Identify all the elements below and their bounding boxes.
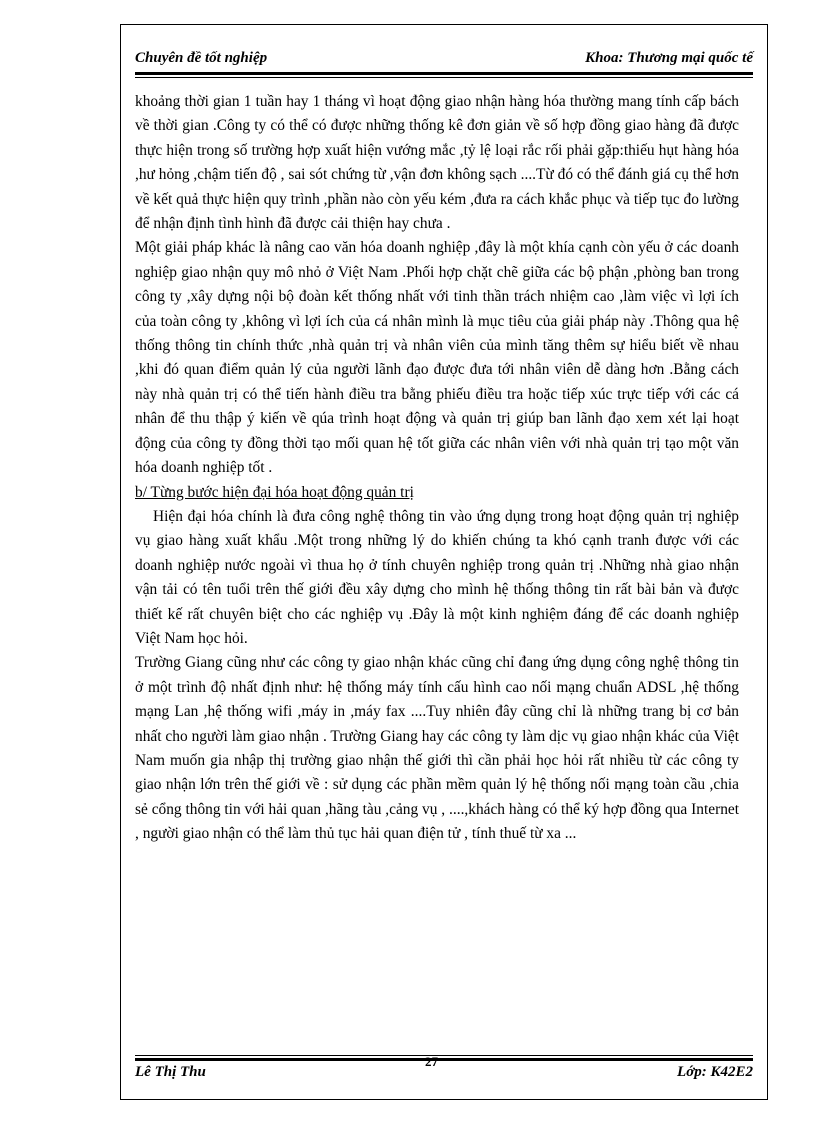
paragraph: Trường Giang cũng như các công ty giao nhận khác cũng chỉ đang ứng dụng công nghệ thông tin ở một trình độ nhất định như: hệ thống máy tính cấu hình cao nối mạng chuẩn ADSL ,hệ thống mạng Lan ,hệ thống wifi ,máy in ,máy fax ....Tuy nhiên đây cũng chỉ là những trang bị cơ bản nhất cho người làm giao nhận . Trường Giang hay các công ty làm dịc vụ giao nhận khác của Việt Nam muốn gia nhập thị trường giao nhận thế giới thì cần phải học hỏi rất nhiều từ các công ty giao nhận lớn trên thế giới về : sử dụng các phần mềm quản lý hệ thống nối mạng toàn cầu ,chia sẻ cổng thông tin với hải quan ,hãng tàu ,cảng vụ , ....,khách hàng có thể ký hợp đồng qua Internet , người giao nhận có thể làm thủ tục hải quan điện tử , tính thuế từ xa ... <box>135 654 739 843</box>
footer-author: Lê Thị Thu <box>135 1064 206 1080</box>
header-faculty: Khoa: Thương mại quốc tế <box>585 50 753 66</box>
page-header <box>135 50 753 72</box>
page-number: 27 <box>425 1054 438 1069</box>
paragraph: Một giải pháp khác là nâng cao văn hóa doanh nghiệp ,đây là một khía cạnh còn yếu ở các doanh nghiệp giao nhận quy mô nhỏ ở Việt Nam .Phối hợp chặt chẽ giữa các bộ phận ,phòng ban trong công ty ,xây dựng nội bộ đoàn kết thống nhất với tinh thần trách nhiệm cao ,làm việc vì lợi ích của toàn công ty ,không vì lợi ích của cá nhân mình là mục tiêu của giải pháp này .Thông qua hệ thống thông tin chính thức ,nhà quản trị và nhân viên của mình tăng thêm sự hiểu biết về nhau ,khi đó quan điểm quản lý của người lãnh đạo được đưa tới nhân viên dễ dàng hơn .Bằng cách này nhà quản trị có thể tiến hành điều tra bằng phiếu điều tra hoặc tiếp xúc trực tiếp với các cá nhân để thu thập ý kiến về qúa trình hoạt động và quản trị giúp ban lãnh đạo xem xét lại hoạt động của công ty đồng thời tạo mối quan hệ tốt giữa các nhân viên với nhà quản trị tạo một văn hóa doanh nghiệp tốt . <box>135 239 739 477</box>
document-body <box>135 90 739 847</box>
header-rule <box>135 72 753 75</box>
footer-rule <box>135 1058 753 1061</box>
footer-rule-thin <box>135 1055 753 1056</box>
paragraph: Hiện đại hóa chính là đưa công nghệ thông tin vào ứng dụng trong hoạt động quản trị nghiệp vụ giao hàng xuất khẩu .Một trong những lý do khiến chúng ta khó cạnh tranh được với các doanh nghiệp nước ngoài vì thua họ ở tính chuyên nghiệp trong quản trị .Những nhà giao nhận vận tải có tên tuổi trên thế giới đều xây dựng cho mình hệ thống thông tin rất bài bản và được thiết kế rất chuyên biệt cho các nghiệp vụ .Đây là một kinh nghiệm đáng để các doanh nghiệp Việt Nam học hỏi. <box>135 507 739 647</box>
section-subheading: b/ Từng bước hiện đại hóa hoạt động quản trị <box>135 483 414 501</box>
header-rule-thin <box>135 77 753 78</box>
page-footer <box>135 1062 753 1086</box>
paragraph: khoảng thời gian 1 tuần hay 1 tháng vì hoạt động giao nhận hàng hóa thường mang tính cấp bách về thời gian .Công ty có thể có được những thống kê đơn giản về số hợp đồng giao hàng đã được thực hiện trong số trường hợp xuất hiện vướng mắc ,tỷ lệ loại rắc rối phải gặp:thiếu hụt hàng hóa ,hư hỏng ,chậm tiến độ , sai sót chứng từ ,vận đơn không sạch ....Từ đó có thể đánh giá cụ thể hơn về kết quả thực hiện quy trình ,phần nào còn yếu kém ,đưa ra cách khắc phục và tiếp tục đo lường để nhận định tình hình đã được cải thiện hay chưa . <box>135 93 739 233</box>
header-title: Chuyên đề tốt nghiệp <box>135 50 268 66</box>
footer-class: Lớp: K42E2 <box>677 1064 753 1080</box>
